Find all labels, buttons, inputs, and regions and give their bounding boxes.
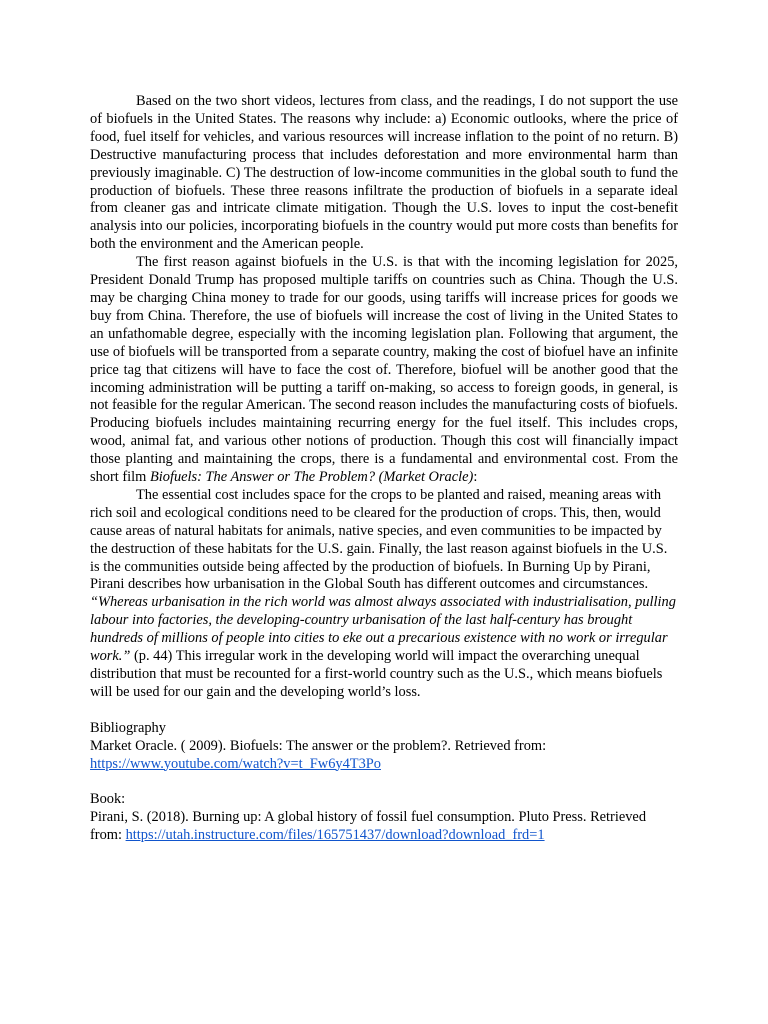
film-title: Biofuels: The Answer or The Problem? (Market Oracle)	[149, 469, 474, 486]
bibliography-heading: Bibliography	[90, 719, 166, 736]
essay-paragraph-2-text: The first reason against biofuels in the U.S. is that with the incoming legislation for 2025, President Donald Trump has proposed multiple tariffs on countries such as China. Though the U.S. may be charging China money to trade for our goods, using tariffs will increase prices for goods we buy from China. Therefore, the use of biofuels will increase the cost of living in the United States to an unfathomable degree, especially with the incoming legislation plan. Following that argument, the use of biofuels will be transported from a separate country, making the cost of biofuel have an infinite price tag that citizens will have to face the cost of. Therefore, biofuel will be another good that the incoming administration will be putting a tariff on-making, so access to foreign goods, in general, is not feasible for the regular American. The second reason includes the manufacturing costs of biofuels. Producing biofuels includes maintaining recurring energy for the fuel itself. This includes crops, wood, animal fat, and various other notions of production. Though this cost will financially impact those planting and maintaining the crops, there is a fundamental and environmental cost. From the short film	[90, 254, 678, 486]
book-label: Book:	[90, 791, 126, 808]
essay-paragraph-1	[90, 93, 678, 254]
bibliography-entry-2	[90, 809, 678, 845]
bibliography-entry-1	[90, 738, 678, 774]
bibliography-entry-1-text: Market Oracle. ( 2009). Biofuels: The answer or the problem?. Retrieved from:	[90, 737, 547, 754]
pirani-quote: “Whereas urbanisation in the rich world was almost always associated with industrialisation, pulling labour into factories, the developing-country urbanisation of the last half-century has brought hundreds of millions of people into cities to eke out a precarious existence with no work or irregular work.”	[90, 594, 676, 665]
spacer	[90, 773, 678, 791]
spacer	[90, 702, 678, 720]
market-oracle-link[interactable]: https://www.youtube.com/watch?v=t_Fw6y4T3Po	[90, 755, 381, 772]
document-body	[90, 93, 678, 845]
essay-paragraph-3	[90, 487, 678, 702]
bibliography-entry-2-text: Pirani, S. (2018). Burning up: A global history of fossil fuel consumption. Pluto Press. Retrieved from:	[90, 809, 647, 844]
essay-paragraph-2-end: :	[473, 469, 478, 486]
essay-paragraph-1-text: Based on the two short videos, lectures from class, and the readings, I do not support the use of biofuels in the United States. The reasons why include: a) Economic outlooks, where the price of food, fuel itself for vehicles, and various resources will increase inflation to the point of no return. B) Destructive manufacturing process that includes deforestation and more environmental harm than previously imaginable. C) The destruction of low-income communities in the global south to fund the production of biofuels. These three reasons infiltrate the production of biofuels in a separate ideal from cleaner gas and intricate climate mitigation. Though the U.S. loves to input the cost-benefit analysis into our policies, incorporating biofuels in the country would put more costs than benefits for both the environment and the American people.	[90, 93, 678, 253]
essay-paragraph-3-text: The essential cost includes space for the crops to be planted and raised, meaning areas with rich soil and ecological conditions need to be cleared for the production of crops. This, then, would cause areas of natural habitats for animals, native species, and even communities to be impacted by the destruction of these habitats for the U.S. gain. Finally, the last reason against biofuels in the U.S. is the communities outside being affected by the production of biofuels. In Burning Up by Pirani, Pirani describes how urbanisation in the Global South has different outcomes and circumstances.	[90, 486, 668, 593]
pirani-book-link[interactable]: https://utah.instructure.com/files/165751437/download?download_frd=1	[125, 827, 545, 844]
essay-paragraph-2	[90, 254, 678, 487]
essay-paragraph-3-after: (p. 44) This irregular work in the developing world will impact the overarching unequal distribution that must be recounted for a first-world country such as the U.S., which means biofuels will be used for our gain and the developing world’s loss.	[90, 648, 663, 700]
